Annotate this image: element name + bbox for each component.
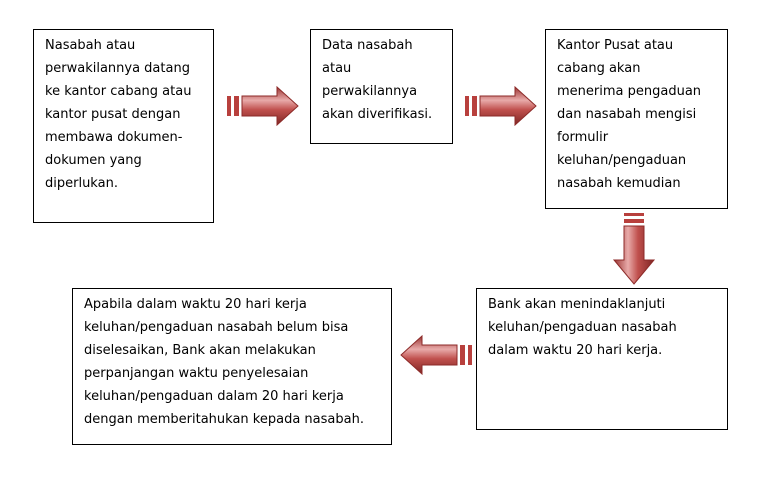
step-5-box: Apabila dalam waktu 20 hari kerja keluhan/pengaduan nasabah belum bisa diselesaikan, Bank akan melakukan perpanjangan waktu penyelesaian keluhan/pengaduan dalam 20 hari kerja dengan memberitahukan kepada nasabah.: [72, 288, 392, 445]
step-3-box: Kantor Pusat atau cabang akan menerima pengaduan dan nasabah mengisi formulir keluhan/pengaduan nasabah kemudian: [545, 29, 728, 209]
step-2-box: Data nasabah atau perwakilannya akan diverifikasi.: [310, 29, 453, 144]
arrow-left-icon: [400, 335, 472, 375]
arrow-right-icon: [465, 86, 537, 126]
step-1-box: Nasabah atau perwakilannya datang ke kantor cabang atau kantor pusat dengan membawa dokumen- dokumen yang diperlukan.: [33, 29, 214, 223]
arrow-right-icon: [227, 86, 299, 126]
arrow-down-icon: [612, 213, 656, 285]
step-4-box: Bank akan menindaklanjuti keluhan/pengaduan nasabah dalam waktu 20 hari kerja.: [476, 288, 728, 430]
